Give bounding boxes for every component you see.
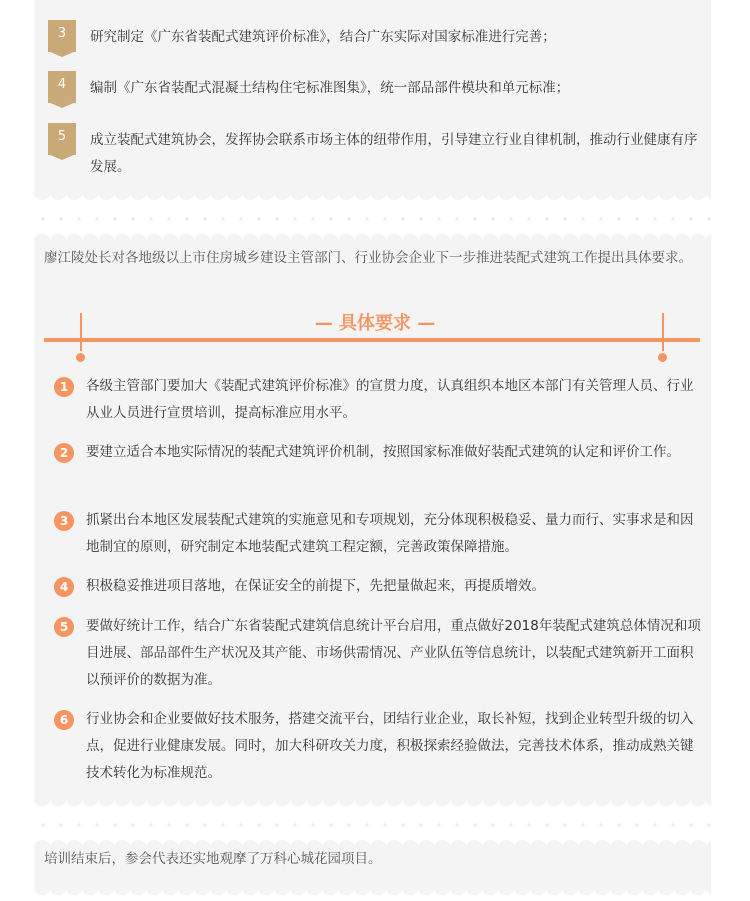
- list-item-text: 研究制定《广东省装配式建筑评价标准》，结合广东实际对国家标准进行完善；: [90, 29, 556, 45]
- dot-divider: [34, 214, 711, 224]
- number-badge: 6: [54, 710, 74, 730]
- number-tag: 5: [48, 123, 76, 155]
- number-badge: 1: [54, 377, 74, 397]
- requirement-text: 抓紧出台本地区发展装配式建筑的实施意见和专项规划，充分体现积极稳妥、量力而行、实事求是和因地制宜的原则，研究制定本地装配式建筑工程定额，完善政策保障措施。: [86, 512, 694, 555]
- section-title: — 具体要求 —: [314, 313, 436, 334]
- number-tag: 4: [48, 71, 76, 103]
- header-dot: [76, 353, 85, 362]
- list-item-text: 编制《广东省装配式混凝土结构住宅标准图集》，统一部品部件模块和单元标准；: [90, 80, 570, 96]
- card-edge: [34, 887, 711, 901]
- requirement-text: 要做好统计工作，结合广东省装配式建筑信息统计平台启用，重点做好2018年装配式建筑总体情况和项目进展、部品部件生产状况及其产能、市场供需情况、产业队伍等信息统计，以装配式建筑新开工面积以预评价的数据为准。: [86, 618, 701, 688]
- dot-divider: [34, 820, 711, 830]
- card-edge: [34, 192, 711, 206]
- requirement-text: 要建立适合本地实际情况的装配式建筑评价机制，按照国家标准做好装配式建筑的认定和评价工作。: [86, 444, 680, 460]
- number-badge: 3: [54, 511, 74, 531]
- number-badge: 2: [54, 443, 74, 463]
- card-edge: [34, 228, 711, 242]
- requirement-text: 各级主管部门要加大《装配式建筑评价标准》的宣贯力度，认真组织本地区本部门有关管理人员、行业从业人员进行宣贯培训，提高标准应用水平。: [86, 378, 694, 421]
- header-bar: [44, 338, 700, 342]
- requirement-text: 积极稳妥推进项目落地，在保证安全的前提下，先把量做起来，再提质增效。: [86, 578, 545, 594]
- number-badge: 4: [54, 577, 74, 597]
- header-dot: [658, 353, 667, 362]
- number-tag: 3: [48, 20, 76, 52]
- closing-paragraph: 培训结束后，参会代表还实地观摩了万科心城花园项目。: [44, 851, 382, 867]
- requirement-text: 行业协会和企业要做好技术服务，搭建交流平台，团结行业企业，取长补短，找到企业转型升级的切入点，促进行业健康发展。同时，加大科研攻关力度，积极探索经验做法，完善技术体系，推动成熟关键技术转化为标准规范。: [86, 711, 694, 781]
- number-badge: 5: [54, 617, 74, 637]
- list-item-text: 成立装配式建筑协会，发挥协会联系市场主体的纽带作用，引导建立行业自律机制，推动行业健康有序发展。: [90, 132, 698, 175]
- card-edge: [34, 798, 711, 812]
- intro-paragraph: 廖江陵处长对各地级以上市住房城乡建设主管部门、行业协会企业下一步推进装配式建筑工作提出具体要求。: [44, 250, 692, 266]
